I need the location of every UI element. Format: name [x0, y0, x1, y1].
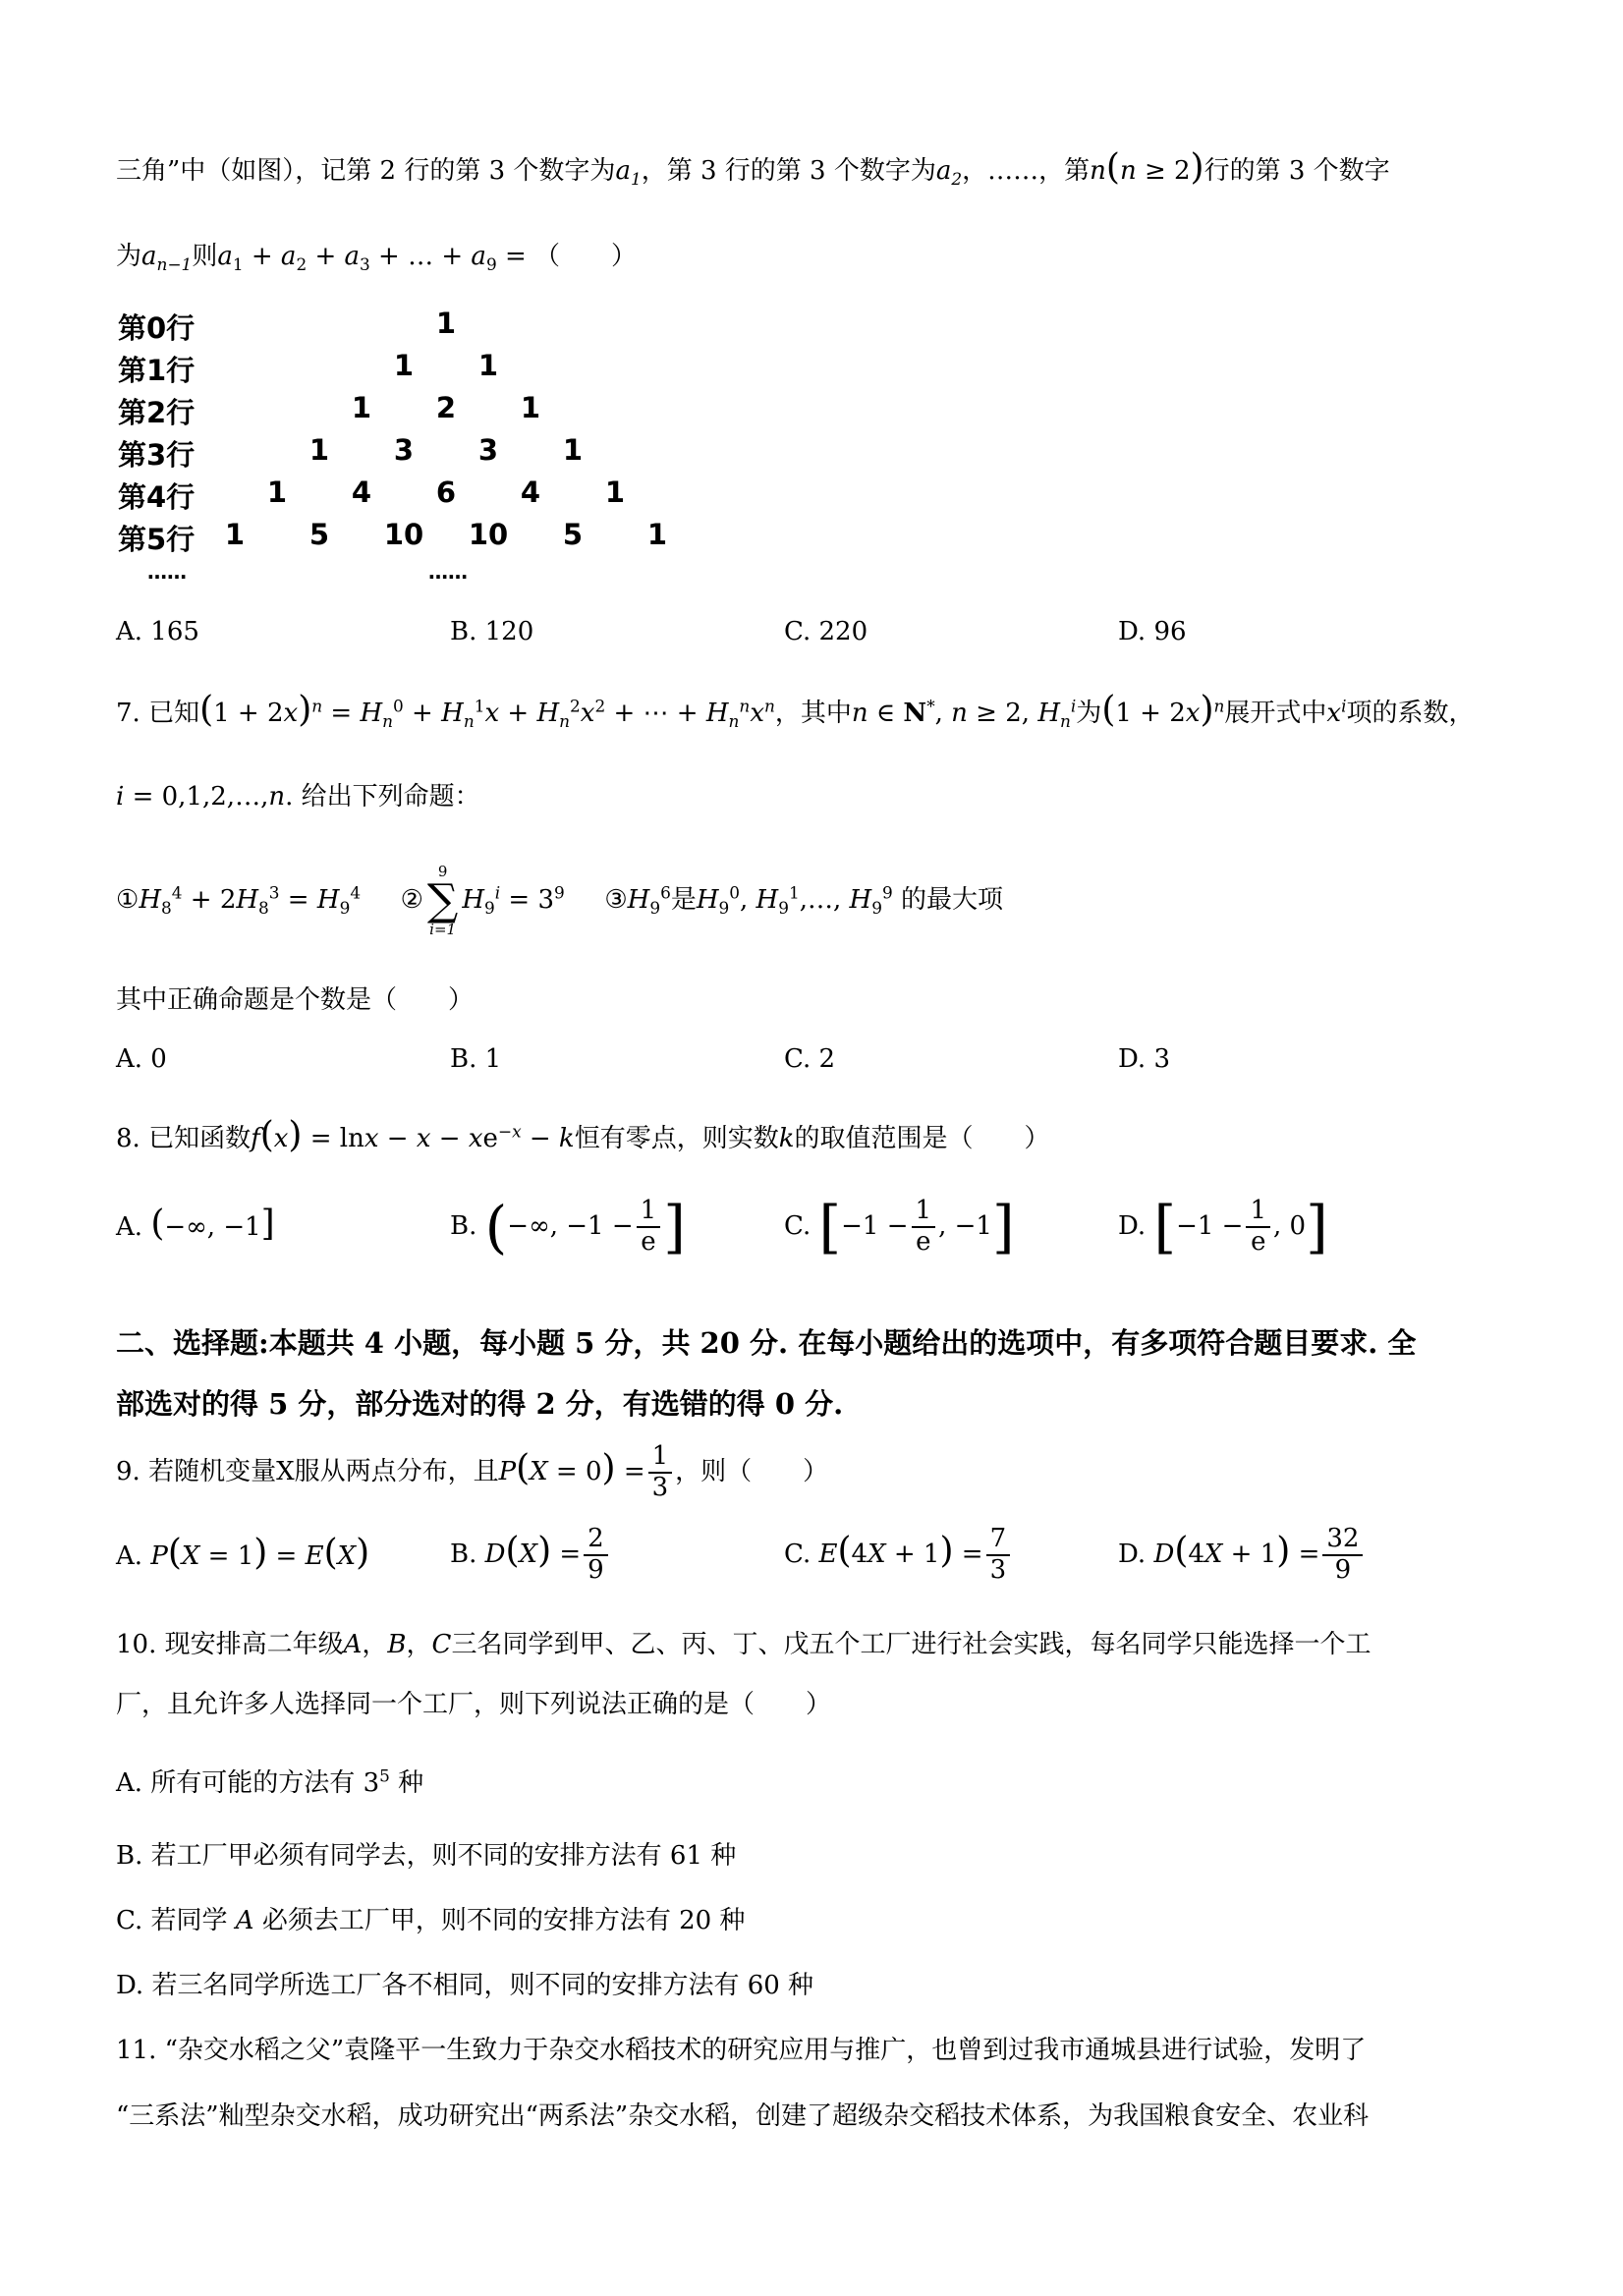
q11-line-1: 11. “杂交水稻之父”袁隆平一生致力于杂交水稻技术的研究应用与推广，也曾到过我市通城县进行试验，发明了 [116, 2036, 1367, 2065]
math-n-in-n: n ∈ N*, n ≥ 2, $H_n^i$ [851, 696, 1077, 732]
q8-line: 8. 已知函数$f(x) = \ln x - x - xe^{-x} - k$恒有零点，则实数k的取值范围是（ ） [116, 1115, 1050, 1155]
math-an-1: $a_{n-1}$ [141, 242, 193, 275]
triangle-row-label: 第1行 [118, 354, 196, 387]
triangle-number: 1 [308, 433, 330, 467]
triangle-number: 10 [383, 518, 424, 551]
triangle-dots-middle: …… [428, 560, 468, 584]
q9-option-b: B. D(X) = $\frac{2}{9}$ [450, 1525, 611, 1586]
math-a1: $a_1$ [615, 156, 642, 190]
triangle-number: 4 [520, 476, 541, 509]
pascal-triangle-figure [118, 307, 707, 591]
q7-question: 其中正确命题是个数是（ ） [116, 985, 475, 1015]
triangle-number: 1 [224, 518, 246, 551]
q10-option-a: A. 所有可能的方法有 $3^5$ 种 [116, 1765, 424, 1798]
math-h9-6: $H_9^6$ [627, 882, 671, 919]
triangle-number: 1 [477, 349, 499, 382]
q7-option-d: D. 3 [1118, 1044, 1170, 1074]
triangle-number: 1 [562, 433, 584, 467]
triangle-row-label: 第0行 [118, 311, 196, 345]
q7-option-c: C. 2 [784, 1044, 836, 1074]
math-prop-2: $H_9^i = 3^9$ [462, 882, 565, 919]
q10-line-1: 10. 现安排高二年级A，B，C三名同学到甲、乙、丙、丁、戊五个工厂进行社会实践，每名同学只能选择一个工 [116, 1630, 1371, 1659]
math-binomial-expansion: $(1 + 2x)^n = H_n^0 + H_n^1x + H_n^2x^2$ + ⋯ + $H_n^nx^n$ [199, 690, 775, 732]
triangle-number: 1 [351, 391, 372, 424]
q11-line-2: “三系法”籼型杂交水稻，成功研究出“两系法”杂交水稻，创建了超级杂交稻技术体系，为我国粮食安全、农业科 [116, 2101, 1370, 2131]
section2-line-2: 部选对的得 5 分，部分选对的得 2 分，有选错的得 0 分. [116, 1387, 844, 1421]
triangle-number: 2 [435, 391, 457, 424]
q8-option-d: D. [−1 − $\frac{1}{e}$ , 0] [1118, 1193, 1328, 1260]
math-abc: A [343, 1630, 363, 1659]
q10-option-d: D. 若三名同学所选工厂各不相同，则不同的安排方法有 60 种 [116, 1971, 814, 2000]
math-sum-a: $a_1 + a_2 + a_3$ + … + $a_9$ = [217, 242, 535, 275]
q6-line-1: 三角”中（如图），记第 2 行的第 3 个数字为$a_1$，第 3 行的第 3 个数字为$a_2$，……，第n(n ≥ 2)行的第 3 个数字 [116, 147, 1390, 190]
triangle-number: 1 [393, 349, 415, 382]
triangle-number: 6 [435, 476, 457, 509]
q7-option-a: A. 0 [116, 1044, 167, 1074]
q6-option-b: B. 120 [450, 617, 534, 646]
section2-line-1: 二、选择题:本题共 4 小题，每小题 5 分，共 20 分. 在每小题给出的选项中，有多项符合题目要求. 全 [116, 1326, 1417, 1360]
q10-option-b: B. 若工厂甲必须有同学去，则不同的安排方法有 61 种 [116, 1841, 737, 1871]
triangle-number: 1 [520, 391, 541, 424]
sigma-sum-icon: 9 ∑ i=1 [426, 863, 459, 938]
triangle-number: 4 [351, 476, 372, 509]
math-1-plus-2x-n: $(1 + 2x)^n$ [1101, 690, 1225, 730]
q8-option-a: A. (−∞, −1] [116, 1204, 275, 1244]
q6-option-a: A. 165 [116, 617, 199, 646]
math-x-i: $x^i$ [1326, 696, 1347, 728]
triangle-number: 10 [468, 518, 509, 551]
triangle-number: 1 [604, 476, 626, 509]
triangle-number: 1 [435, 307, 457, 340]
math-p-x0: P(X = 0) = $\frac{1}{3}$ [499, 1457, 676, 1486]
math-f-x: $f(x) = \ln x - x - xe^{-x} - k$ [251, 1115, 575, 1155]
math-i-range: i = 0,1,2,…,n [116, 782, 286, 812]
q8-option-c: C. [−1 − $\frac{1}{e}$ , −1] [784, 1193, 1015, 1260]
triangle-number: 3 [477, 433, 499, 467]
q9-option-d: D. D(4X + 1) = $\frac{32}{9}$ [1118, 1525, 1366, 1586]
triangle-number: 5 [308, 518, 330, 551]
triangle-row-label: 第4行 [118, 480, 196, 514]
math-3-pow-5: $3^5$ [355, 1765, 390, 1798]
math-a2: $a_2$ [935, 156, 963, 190]
q10-option-c: C. 若同学 A 必须去工厂甲，则不同的安排方法有 20 种 [116, 1906, 746, 1935]
math-prop-1: $H_8^4 + 2H_8^3 = H_9^4$ [139, 882, 362, 919]
q7-option-b: B. 1 [450, 1044, 502, 1074]
triangle-row-label: 第5行 [118, 523, 196, 556]
q6-line-2: 为$a_{n-1}$则$a_1 + a_2 + a_3$ + … + $a_9$ = （ ） [116, 242, 638, 275]
q7-propositions: $①H_8^4 + 2H_8^3 = H_9^4$ ② 9 ∑ i=1 $H_9^i = 3^9$ $③H_9^6$是$H_9^0$, $H_9^1,\dots$, $H_9^9$ 的最大项 [116, 863, 1003, 938]
triangle-row-label: 第3行 [118, 438, 196, 472]
q10-line-2: 厂，且允许多人选择同一个工厂，则下列说法正确的是（ ） [116, 1690, 832, 1719]
triangle-row-label: 第2行 [118, 396, 196, 429]
triangle-dots-left: …… [147, 560, 187, 584]
q9-option-c: C. E(4X + 1) = $\frac{7}{3}$ [784, 1525, 1013, 1586]
q7-line-2: i = 0,1,2,…,n. 给出下列命题： [116, 782, 480, 812]
q7-line-1: 7. 已知$(1 + 2x)^n = H_n^0 + H_n^1x + H_n^2x^2$ + ⋯ + $H_n^nx^n$，其中n ∈ N*, n ≥ 2, $H_n^i$为$(1 + 2x)^n$展开式中$x^i$项的系数， [116, 690, 1475, 732]
math-n-ge-2: n(n ≥ 2) [1090, 147, 1204, 188]
q6-option-c: C. 220 [784, 617, 868, 646]
triangle-number: 1 [646, 518, 668, 551]
triangle-number: 3 [393, 433, 415, 467]
triangle-number: 5 [562, 518, 584, 551]
q8-option-b: B. (−∞, −1 − $\frac{1}{e}$ ] [450, 1193, 686, 1260]
q9-option-a: A. P(X = 1) = E(X) [116, 1533, 370, 1573]
math-h9-list: $H_9^0$, $H_9^1,\dots$, $H_9^9$ [696, 882, 893, 919]
math-k: k [778, 1124, 795, 1153]
triangle-number: 1 [266, 476, 288, 509]
math-student-a: A [235, 1906, 254, 1935]
q9-line: 9. 若随机变量X服从两点分布，且P(X = 0) = $\frac{1}{3}$ ，则（ ） [116, 1441, 829, 1502]
q6-option-d: D. 96 [1118, 617, 1187, 646]
